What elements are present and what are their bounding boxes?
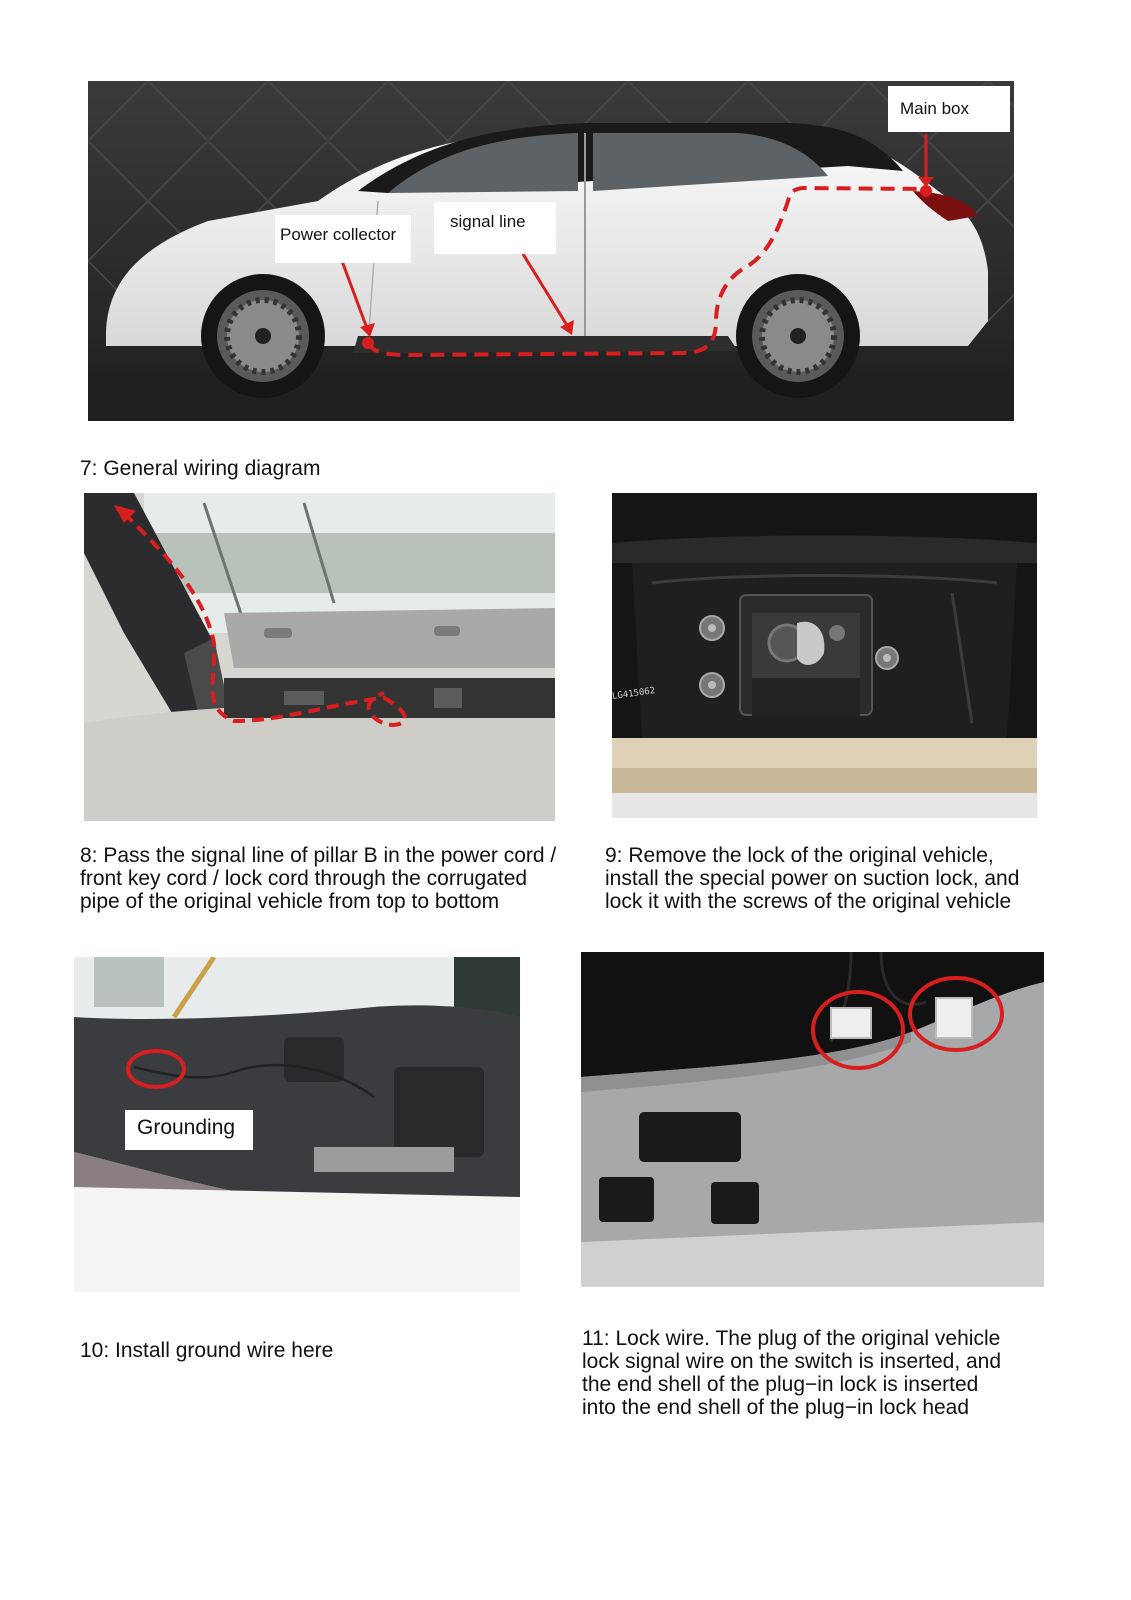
fig10-caption: 10: Install ground wire here [80,1339,334,1362]
lock-wire-photo [581,952,1044,1287]
fig11-caption-line: into the end shell of the plug−in lock head [582,1396,970,1419]
fig11-caption-line: lock signal wire on the switch is inserted, and [582,1350,1002,1373]
pillar-b-routing-photo [84,493,555,821]
fig11-caption [582,1327,1001,1419]
fig11-caption-line: 11: Lock wire. The plug of the original vehicle [582,1327,1001,1350]
fig8-caption-line: front key cord / lock cord through the corrugated [80,867,528,890]
fig9-caption-line: 9: Remove the lock of the original vehicle, [605,844,994,867]
signal-line-label: signal line [434,202,556,254]
fig11-caption-line: the end shell of the plug−in lock is inserted [582,1373,979,1396]
fig8-caption-line: pipe of the original vehicle from top to bottom [80,890,500,913]
grounding-label: Grounding [125,1110,253,1150]
suction-lock-photo [612,493,1037,818]
fig9-caption [605,844,1019,913]
main-box-label: Main box [888,86,1010,132]
fig7-caption: 7: General wiring diagram [80,457,321,480]
fig9-caption-line: install the special power on suction lock, and [605,867,1020,890]
power-collector-label: Power collector [275,215,411,263]
lock-plate-text: LG415062 [612,686,656,702]
fig8-caption [80,844,556,913]
fig8-caption-line: 8: Pass the signal line of pillar B in the power cord / [80,844,557,867]
fig9-caption-line: lock it with the screws of the original vehicle [605,890,1012,913]
